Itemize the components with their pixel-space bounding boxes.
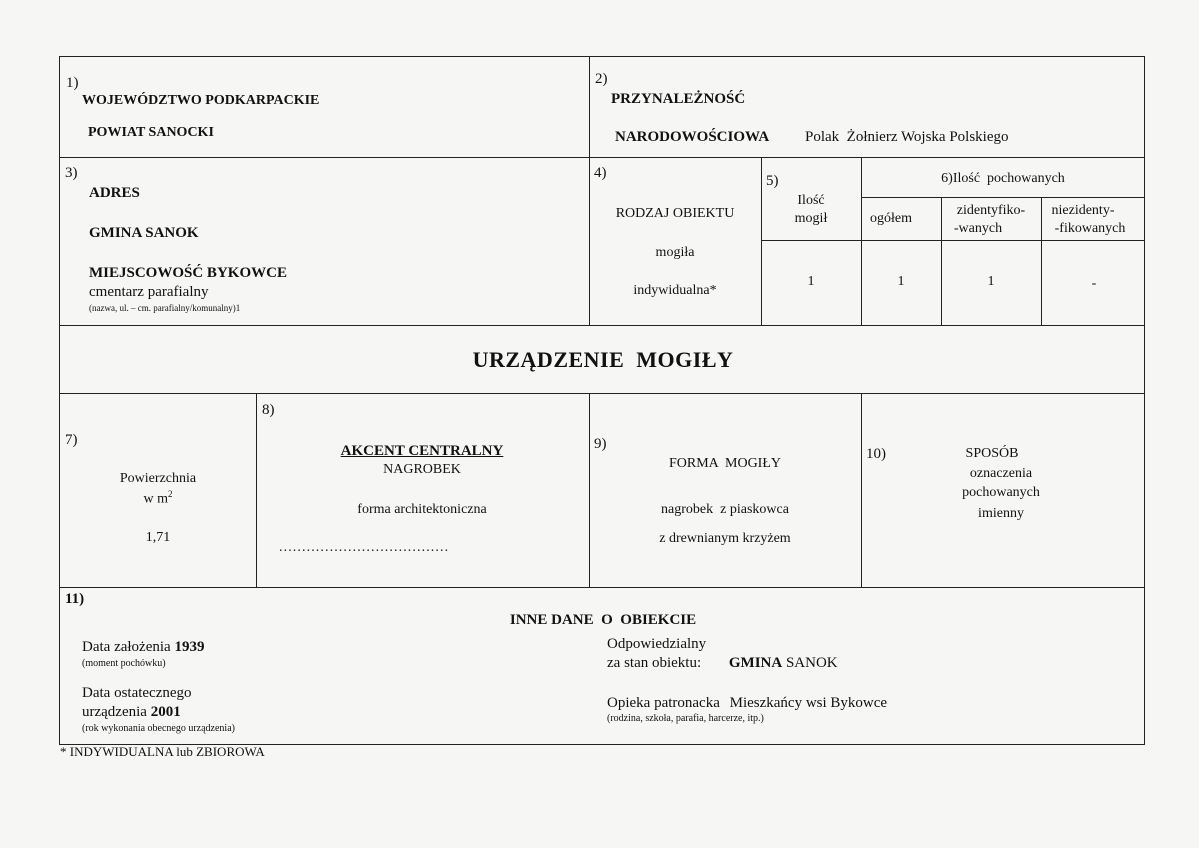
grave-form-value-1: nagrobek z piaskowca: [661, 502, 789, 517]
nationality-label-2: NARODOWOŚCIOWA: [615, 129, 770, 145]
col-identified-header-2: -wanych: [953, 221, 1003, 236]
graves-count-label-1: Ilość: [797, 193, 825, 208]
responsible-label-1: Odpowiedzialny: [607, 636, 707, 652]
architectural-form-dots: .....................................: [279, 540, 450, 555]
row-divider-3: [59, 393, 1145, 394]
section-4-number: 4): [594, 165, 607, 181]
area-unit: w m: [143, 491, 168, 507]
central-accent-title: AKCENT CENTRALNY: [340, 443, 504, 459]
col-divider-8-9: [589, 393, 590, 587]
row-divider-2: [59, 325, 1145, 326]
locality: MIEJSCOWOŚĆ BYKOWCE: [89, 265, 287, 281]
border-right: [1144, 56, 1145, 745]
col-divider-6a: [941, 197, 942, 325]
section-8-number: 8): [262, 402, 275, 418]
cemetery-hint: (nazwa, ul. – cm. parafialny/komunalny)1: [89, 303, 241, 313]
row-divider-4: [59, 587, 1145, 588]
buried-count-label: 6)Ilość pochowanych: [941, 171, 1065, 186]
section-7-number: 7): [65, 432, 78, 448]
area-label-2: [144, 490, 173, 507]
central-accent-value: NAGROBEK: [383, 462, 461, 477]
col-unidentified-header-2: -fikowanych: [1054, 221, 1126, 236]
grave-form-value-2: z drewnianym krzyżem: [659, 531, 791, 546]
county: POWIAT SANOCKI: [88, 125, 214, 140]
border-left: [59, 56, 60, 745]
col-unidentified-header-1: niezidenty-: [1051, 203, 1115, 218]
buried-identified-value: 1: [987, 274, 995, 289]
col-divider-4-5: [761, 157, 762, 325]
object-type-value-2: indywidualna*: [633, 283, 717, 298]
final-hint: (rok wykonania obecnego urządzenia): [82, 723, 235, 734]
patronage-row: [607, 695, 887, 712]
other-data-title: INNE DANE O OBIEKCIE: [509, 612, 697, 628]
graves-count-label-2: mogił: [794, 211, 828, 226]
col-divider-5-6: [861, 157, 862, 325]
grave-arrangement-title: URZĄDZENIE MOGIŁY: [472, 347, 734, 372]
row-divider-1: [59, 157, 1145, 158]
final-label-2: urządzenia: [82, 704, 147, 720]
voivodeship: WOJEWÓDZTWO PODKARPACKIE: [82, 93, 320, 108]
col-identified-header-1: zidentyfiko-: [956, 203, 1026, 218]
patronage-value: Mieszkańcy wsi Bykowce: [729, 695, 888, 711]
object-type-value-1: mogiła: [655, 245, 695, 260]
responsible-row: [607, 655, 838, 672]
footnote: * INDYWIDUALNA lub ZBIOROWA: [60, 744, 265, 759]
row-divider-6-header: [861, 197, 1145, 198]
responsible-value-bold: GMINA: [728, 655, 783, 671]
buried-total-value: 1: [897, 274, 905, 289]
grave-form-label: FORMA MOGIŁY: [668, 456, 782, 471]
section-9-number: 9): [594, 436, 607, 452]
responsible-value: SANOK: [785, 655, 838, 671]
nationality-label-1: PRZYNALEŻNOŚĆ: [611, 91, 746, 107]
col-divider-row1: [589, 56, 590, 157]
patronage-label: Opieka patronacka: [607, 695, 720, 711]
section-11-number: 11): [65, 591, 85, 607]
section-5-number: 5): [766, 173, 779, 189]
area-label-1: Powierzchnia: [119, 471, 197, 486]
founded-hint: (moment pochówku): [82, 658, 166, 669]
border-top: [59, 56, 1145, 57]
section-10-number: 10): [866, 446, 886, 462]
final-row: [82, 704, 181, 721]
marking-label-2: oznaczenia: [969, 466, 1033, 481]
marking-label-1: SPOSÓB: [965, 446, 1019, 461]
nationality-value: Polak Żołnierz Wojska Polskiego: [805, 129, 1009, 145]
responsible-label-2: za stan obiektu:: [607, 655, 702, 671]
col-divider-7-8: [256, 393, 257, 587]
final-value: 2001: [150, 704, 181, 720]
gmina: GMINA SANOK: [89, 225, 199, 241]
address-label: ADRES: [89, 185, 140, 201]
founded-row: [82, 639, 204, 656]
architectural-form-label: forma architektoniczna: [357, 502, 487, 517]
area-value: 1,71: [145, 530, 171, 545]
area-unit-exponent: 2: [168, 489, 173, 499]
section-2-number: 2): [595, 71, 608, 87]
col-divider-9-10: [861, 393, 862, 587]
marking-value: imienny: [978, 506, 1024, 521]
founded-label: Data założenia: [82, 639, 171, 655]
row-divider-5-6-header: [761, 240, 1145, 241]
final-label-1: Data ostatecznego: [82, 685, 192, 701]
col-divider-6b: [1041, 197, 1042, 325]
section-3-number: 3): [65, 165, 78, 181]
col-total-header: ogółem: [870, 211, 912, 226]
cemetery: cmentarz parafialny: [89, 284, 209, 300]
patronage-hint: (rodzina, szkoła, parafia, harcerze, itp.): [607, 713, 764, 724]
col-divider-3-4: [589, 157, 590, 325]
buried-unidentified-value: -: [1091, 276, 1097, 291]
founded-value: 1939: [174, 639, 205, 655]
section-1-number: 1): [66, 75, 79, 91]
object-type-label: RODZAJ OBIEKTU: [615, 206, 735, 221]
marking-label-3: pochowanych: [962, 485, 1040, 500]
graves-count-value: 1: [807, 274, 815, 289]
